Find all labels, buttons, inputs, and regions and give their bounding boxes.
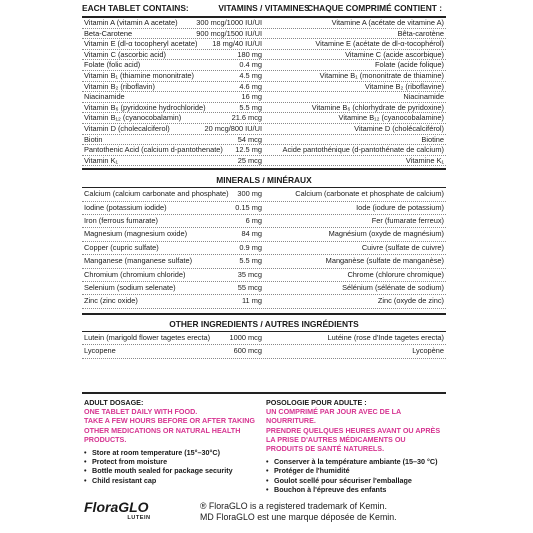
- ingredient-amount: 25 mcg: [237, 155, 262, 165]
- ingredient-en: Vitamin K₁: [84, 155, 118, 165]
- other-ingredients-heading: [82, 313, 446, 332]
- table-header: [82, 0, 446, 18]
- ingredient-amount: 84 mg: [241, 229, 262, 239]
- table-row: [82, 156, 446, 167]
- ingredient-fr: Niacinamide: [403, 92, 444, 102]
- ingredient-amount: 900 mcg/1500 IU/UI: [196, 28, 262, 38]
- table-row: [82, 50, 446, 61]
- ingredient-amount: 4.6 mg: [239, 81, 262, 91]
- table-row: [82, 295, 446, 308]
- ingredient-en: Calcium (calcium carbonate and phosphate): [84, 189, 229, 199]
- ingredient-en: Iodine (potassium iodide): [84, 202, 167, 212]
- ingredient-amount: 300 mg: [237, 189, 262, 199]
- header-center: VITAMINS / VITAMINES: [218, 3, 310, 13]
- dosage-fr: [266, 398, 444, 494]
- list-item: • Conserver à la température ambiante (15–30 °C): [266, 457, 444, 466]
- header-right: CHAQUE COMPRIMÉ CONTIENT :: [307, 3, 442, 13]
- ingredient-amount: 0.4 mg: [239, 60, 262, 70]
- ingredient-en: Vitamin B₆ (pyridoxine hydrochloride): [84, 102, 206, 112]
- ingredient-fr: Iode (iodure de potassium): [356, 202, 444, 212]
- table-row: [82, 242, 446, 255]
- dosage-en-bullets: [84, 448, 262, 485]
- ingredient-en: Lutein (marigold flower tagetes erecta): [84, 332, 211, 342]
- ingredient-en: Vitamin A (vitamin A acetate): [84, 18, 178, 27]
- table-row: [82, 228, 446, 241]
- floraglo-logo: [84, 499, 151, 521]
- table-row: [82, 92, 446, 103]
- table-row: [82, 18, 446, 29]
- list-item: • Protéger de l'humidité: [266, 466, 444, 475]
- ingredient-amount: 16 mg: [241, 92, 262, 102]
- logo-subtext: LUTEIN: [127, 515, 151, 521]
- ingredient-en: Vitamin E (dl-α tocopheryl acetate): [84, 39, 198, 49]
- ingredient-amount: 5.5 mg: [239, 256, 262, 266]
- table-row: [82, 202, 446, 215]
- ingredient-en: Biotin: [84, 134, 103, 144]
- minerals-heading: [82, 168, 446, 188]
- ingredient-en: Iron (ferrous fumarate): [84, 216, 158, 226]
- ingredient-amount: 18 mg/40 IU/UI: [212, 39, 262, 49]
- minerals-list: [82, 188, 446, 309]
- ingredient-en: Pantothenic Acid (calcium d-pantothenate): [84, 145, 223, 155]
- ingredient-en: Niacinamide: [84, 92, 125, 102]
- table-row: [82, 345, 446, 358]
- ingredient-fr: Manganèse (sulfate de manganèse): [325, 256, 444, 266]
- list-item: • Bottle mouth sealed for package security: [84, 466, 262, 475]
- table-row: [82, 269, 446, 282]
- dosage-fr-bullets: [266, 457, 444, 494]
- ingredient-amount: 600 mcg: [233, 346, 262, 356]
- table-row: [82, 113, 446, 124]
- ingredient-amount: 300 mcg/1000 IU/UI: [196, 18, 262, 27]
- minerals-title: MINERALS / MINÉRAUX: [216, 175, 312, 186]
- ingredient-fr: Acide pantothénique (d-pantothénate de calcium): [282, 145, 444, 155]
- list-item: • Bouchon à l'épreuve des enfants: [266, 485, 444, 494]
- ingredient-en: Manganese (manganese sulfate): [84, 256, 193, 266]
- ingredient-fr: Chrome (chlorure chromique): [347, 269, 444, 279]
- table-row: [82, 103, 446, 114]
- table-row: [82, 71, 446, 82]
- ingredient-fr: Bêta-carotène: [397, 28, 444, 38]
- ingredient-amount: 35 mcg: [237, 269, 262, 279]
- ingredient-fr: Vitamine C (acide ascorbique): [345, 49, 444, 59]
- table-row: [82, 29, 446, 40]
- dosage-en-title: ADULT DOSAGE:: [84, 398, 144, 407]
- ingredient-amount: 180 mg: [237, 49, 262, 59]
- ingredient-fr: Vitamine K₁: [405, 155, 444, 165]
- dosage-fr-lead: UN COMPRIMÉ PAR JOUR AVEC DE LA NOURRITURE.: [266, 407, 401, 426]
- ingredient-fr: Lutéine (rose d'Inde tagetes erecta): [327, 332, 444, 342]
- supplement-facts-label: [82, 0, 446, 533]
- ingredient-en: Lycopene: [84, 346, 116, 356]
- ingredient-amount: 4.5 mg: [239, 70, 262, 80]
- ingredient-en: Folate (folic acid): [84, 60, 141, 70]
- ingredient-fr: Cuivre (sulfate de cuivre): [361, 242, 444, 252]
- ingredient-en: Zinc (zinc oxide): [84, 296, 138, 306]
- ingredient-en: Copper (cupric sulfate): [84, 242, 159, 252]
- logo-text: FloraGLO: [84, 499, 149, 515]
- trademark-fr: MD FloraGLO est une marque déposée de Kemin.: [200, 512, 397, 522]
- table-row: [82, 39, 446, 50]
- ingredient-fr: Biotine: [421, 134, 444, 144]
- ingredient-amount: 0.15 mg: [235, 202, 262, 212]
- list-item: • Store at room temperature (15°–30°C): [84, 448, 262, 457]
- table-row: [82, 135, 446, 146]
- ingredient-en: Vitamin C (ascorbic acid): [84, 49, 167, 59]
- table-row: [82, 82, 446, 93]
- ingredient-fr: Magnésium (oxyde de magnésium): [328, 229, 444, 239]
- ingredient-en: Magnesium (magnesium oxide): [84, 229, 188, 239]
- ingredient-en: Beta-Carotene: [84, 28, 133, 38]
- ingredient-fr: Sélénium (sélénate de sodium): [342, 283, 444, 293]
- ingredient-en: Chromium (chromium chloride): [84, 269, 186, 279]
- list-item: • Goulot scellé pour sécuriser l'emballage: [266, 476, 444, 485]
- trademark-en: ® FloraGLO is a registered trademark of Kemin.: [200, 501, 387, 511]
- ingredient-fr: Lycopène: [412, 346, 444, 356]
- dosage-en-lead: ONE TABLET DAILY WITH FOOD.: [84, 407, 198, 417]
- ingredient-amount: 54 mcg: [237, 134, 262, 144]
- ingredient-amount: 1000 mcg: [229, 332, 262, 342]
- ingredient-amount: 12.5 mg: [235, 145, 262, 155]
- ingredient-fr: Vitamine E (acétate de dl-α-tocophérol): [315, 39, 444, 49]
- dosage-en-warning: TAKE A FEW HOURS BEFORE OR AFTER TAKING OTHER MEDICATIONS OR NATURAL HEALTH PRODUCTS.: [84, 416, 256, 444]
- table-row: [82, 332, 446, 345]
- header-left: EACH TABLET CONTAINS:: [82, 3, 189, 13]
- table-row: [82, 145, 446, 156]
- ingredient-en: Selenium (sodium selenate): [84, 283, 176, 293]
- ingredient-amount: 6 mg: [245, 216, 262, 226]
- ingredient-en: Vitamin D (cholecalciferol): [84, 123, 170, 133]
- ingredient-en: Vitamin B₁ (thiamine mononitrate): [84, 70, 194, 80]
- table-row: [82, 215, 446, 228]
- vitamins-list: [82, 18, 446, 166]
- ingredient-en: Vitamin B₂ (riboflavin): [84, 81, 155, 91]
- table-row: [82, 60, 446, 71]
- dosage-section: [82, 392, 446, 494]
- list-item: • Child resistant cap: [84, 476, 262, 485]
- ingredient-amount: 5.5 mg: [239, 102, 262, 112]
- ingredient-fr: Vitamine B₁ (mononitrate de thiamine): [319, 70, 444, 80]
- table-row: [82, 282, 446, 295]
- ingredient-fr: Vitamine B₂ (riboflavine): [364, 81, 444, 91]
- ingredient-fr: Vitamine D (cholécalciférol): [354, 123, 444, 133]
- ingredient-amount: 55 mcg: [237, 283, 262, 293]
- trademark-notice: [200, 501, 397, 523]
- brand-footer: [82, 497, 446, 531]
- ingredient-fr: Zinc (oxyde de zinc): [377, 296, 444, 306]
- ingredient-amount: 11 mg: [242, 296, 262, 306]
- ingredient-amount: 20 mcg/800 IU/UI: [204, 123, 262, 133]
- ingredient-fr: Vitamine A (acétate de vitamine A): [331, 18, 444, 27]
- dosage-en: [84, 398, 262, 485]
- dosage-fr-warning: PRENDRE QUELQUES HEURES AVANT OU APRÈS LA PRISE D'AUTRES MÉDICAMENTS OU PRODUITS DE SANTÉ NATURELS.: [266, 425, 441, 454]
- dosage-fr-title: POSOLOGIE POUR ADULTE :: [266, 398, 367, 407]
- ingredient-fr: Vitamine B₆ (chlorhydrate de pyridoxine): [311, 102, 444, 112]
- other-ingredients-title: OTHER INGREDIENTS / AUTRES INGRÉDIENTS: [169, 318, 359, 329]
- list-item: • Protect from moisture: [84, 457, 262, 466]
- other-ingredients-list: [82, 332, 446, 359]
- ingredient-amount: 0.9 mg: [239, 242, 262, 252]
- ingredient-fr: Vitamine B₁₂ (cyanocobalamine): [338, 113, 444, 123]
- ingredient-en: Vitamin B₁₂ (cyanocobalamin): [84, 113, 182, 123]
- table-row: [82, 255, 446, 268]
- table-row: [82, 124, 446, 135]
- table-row: [82, 188, 446, 201]
- ingredient-fr: Folate (acide folique): [374, 60, 444, 70]
- ingredient-fr: Calcium (carbonate et phosphate de calcium): [295, 189, 444, 199]
- ingredient-fr: Fer (fumarate ferreux): [371, 216, 444, 226]
- ingredient-amount: 21.6 mcg: [231, 113, 262, 123]
